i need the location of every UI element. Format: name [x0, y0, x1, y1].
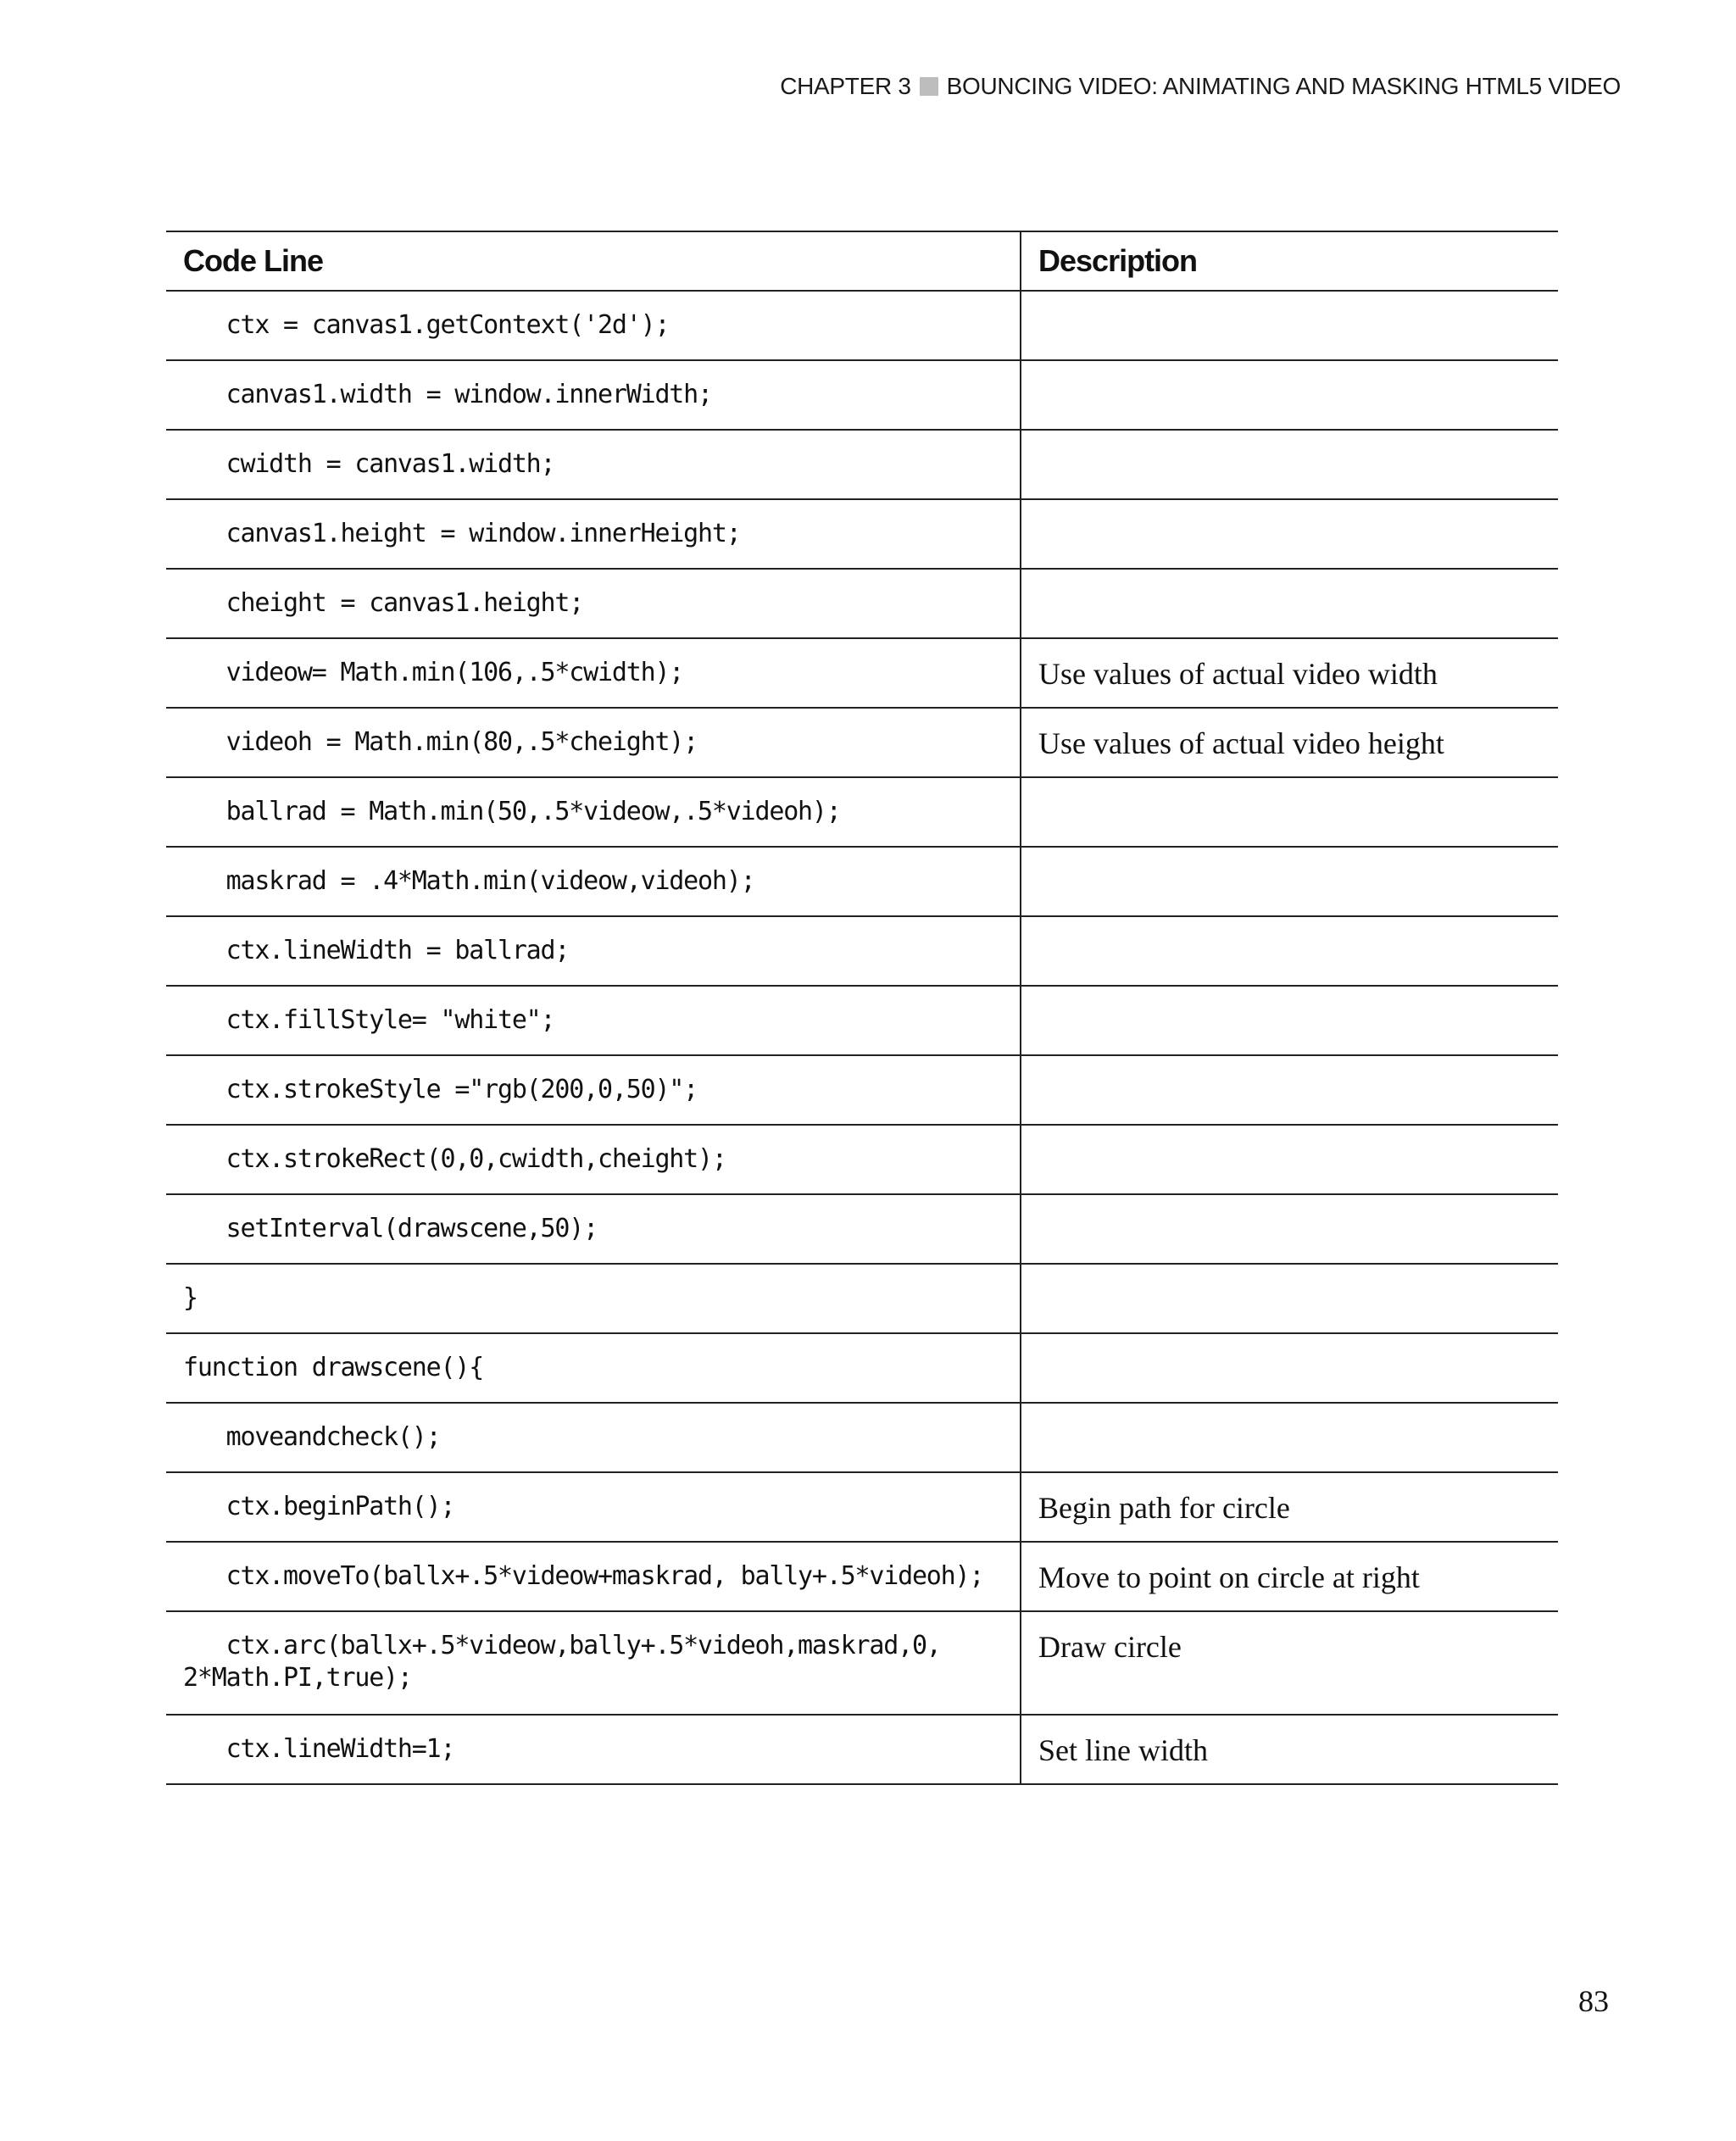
table-header-row	[166, 231, 1558, 291]
chapter-title: BOUNCING VIDEO: ANIMATING AND MASKING HTML5 VIDEO	[946, 73, 1621, 99]
table-row	[166, 638, 1558, 708]
code-line-cell: ctx.fillStyle= "white";	[166, 986, 1021, 1055]
description-cell: Begin path for circle	[1021, 1472, 1558, 1542]
table-row	[166, 986, 1558, 1055]
table-row	[166, 1542, 1558, 1611]
table-row	[166, 1403, 1558, 1472]
table-row	[166, 1472, 1558, 1542]
table-row	[166, 777, 1558, 847]
code-line-cell: videow= Math.min(106,.5*cwidth);	[166, 638, 1021, 708]
description-cell	[1021, 847, 1558, 916]
description-cell	[1021, 291, 1558, 360]
running-header	[780, 73, 1621, 100]
description-cell	[1021, 986, 1558, 1055]
description-cell	[1021, 569, 1558, 638]
column-header-code-line: Code Line	[166, 231, 1021, 291]
description-cell: Use values of actual video width	[1021, 638, 1558, 708]
description-cell	[1021, 1333, 1558, 1403]
description-cell	[1021, 916, 1558, 986]
table-row	[166, 1055, 1558, 1125]
page-number: 83	[1578, 1984, 1609, 2018]
code-line-cell: ctx.arc(ballx+.5*videow,bally+.5*videoh,maskrad,0, 2*Math.PI,true);	[166, 1611, 1021, 1715]
code-line-cell: ctx.strokeRect(0,0,cwidth,cheight);	[166, 1125, 1021, 1194]
code-line-cell: function drawscene(){	[166, 1333, 1021, 1403]
column-header-description: Description	[1021, 231, 1558, 291]
table-row	[166, 1194, 1558, 1264]
table-row	[166, 1264, 1558, 1333]
code-line-cell: ctx.lineWidth=1;	[166, 1715, 1021, 1784]
description-cell: Move to point on circle at right	[1021, 1542, 1558, 1611]
description-cell	[1021, 499, 1558, 569]
description-cell: Draw circle	[1021, 1611, 1558, 1715]
chapter-label: CHAPTER 3	[780, 73, 911, 99]
header-separator-square	[920, 77, 938, 96]
table-row	[166, 569, 1558, 638]
table-row	[166, 1611, 1558, 1715]
code-line-cell: canvas1.width = window.innerWidth;	[166, 360, 1021, 430]
table-row	[166, 1333, 1558, 1403]
code-line-cell: cheight = canvas1.height;	[166, 569, 1021, 638]
code-line-cell: setInterval(drawscene,50);	[166, 1194, 1021, 1264]
description-cell	[1021, 1264, 1558, 1333]
code-line-cell: maskrad = .4*Math.min(videow,videoh);	[166, 847, 1021, 916]
table-row	[166, 847, 1558, 916]
code-line-cell: cwidth = canvas1.width;	[166, 430, 1021, 499]
description-cell	[1021, 360, 1558, 430]
table-row	[166, 499, 1558, 569]
code-line-cell: ctx = canvas1.getContext('2d');	[166, 291, 1021, 360]
description-cell	[1021, 430, 1558, 499]
code-line-cell: videoh = Math.min(80,.5*cheight);	[166, 708, 1021, 777]
table-row	[166, 360, 1558, 430]
code-line-cell: ctx.moveTo(ballx+.5*videow+maskrad, bally+.5*videoh);	[166, 1542, 1021, 1611]
description-cell: Set line width	[1021, 1715, 1558, 1784]
code-line-cell: ballrad = Math.min(50,.5*videow,.5*videoh);	[166, 777, 1021, 847]
table-body	[166, 291, 1558, 1784]
code-line-cell: ctx.strokeStyle ="rgb(200,0,50)";	[166, 1055, 1021, 1125]
description-cell: Use values of actual video height	[1021, 708, 1558, 777]
table-row	[166, 916, 1558, 986]
table-row	[166, 430, 1558, 499]
table-row	[166, 1715, 1558, 1784]
description-cell	[1021, 1055, 1558, 1125]
table-row	[166, 291, 1558, 360]
table-row	[166, 1125, 1558, 1194]
code-description-table	[166, 231, 1558, 1785]
code-line-cell: }	[166, 1264, 1021, 1333]
description-cell	[1021, 1194, 1558, 1264]
code-line-cell: ctx.beginPath();	[166, 1472, 1021, 1542]
description-cell	[1021, 1125, 1558, 1194]
description-cell	[1021, 777, 1558, 847]
code-line-cell: ctx.lineWidth = ballrad;	[166, 916, 1021, 986]
code-line-cell: moveandcheck();	[166, 1403, 1021, 1472]
table-row	[166, 708, 1558, 777]
code-line-cell: canvas1.height = window.innerHeight;	[166, 499, 1021, 569]
description-cell	[1021, 1403, 1558, 1472]
